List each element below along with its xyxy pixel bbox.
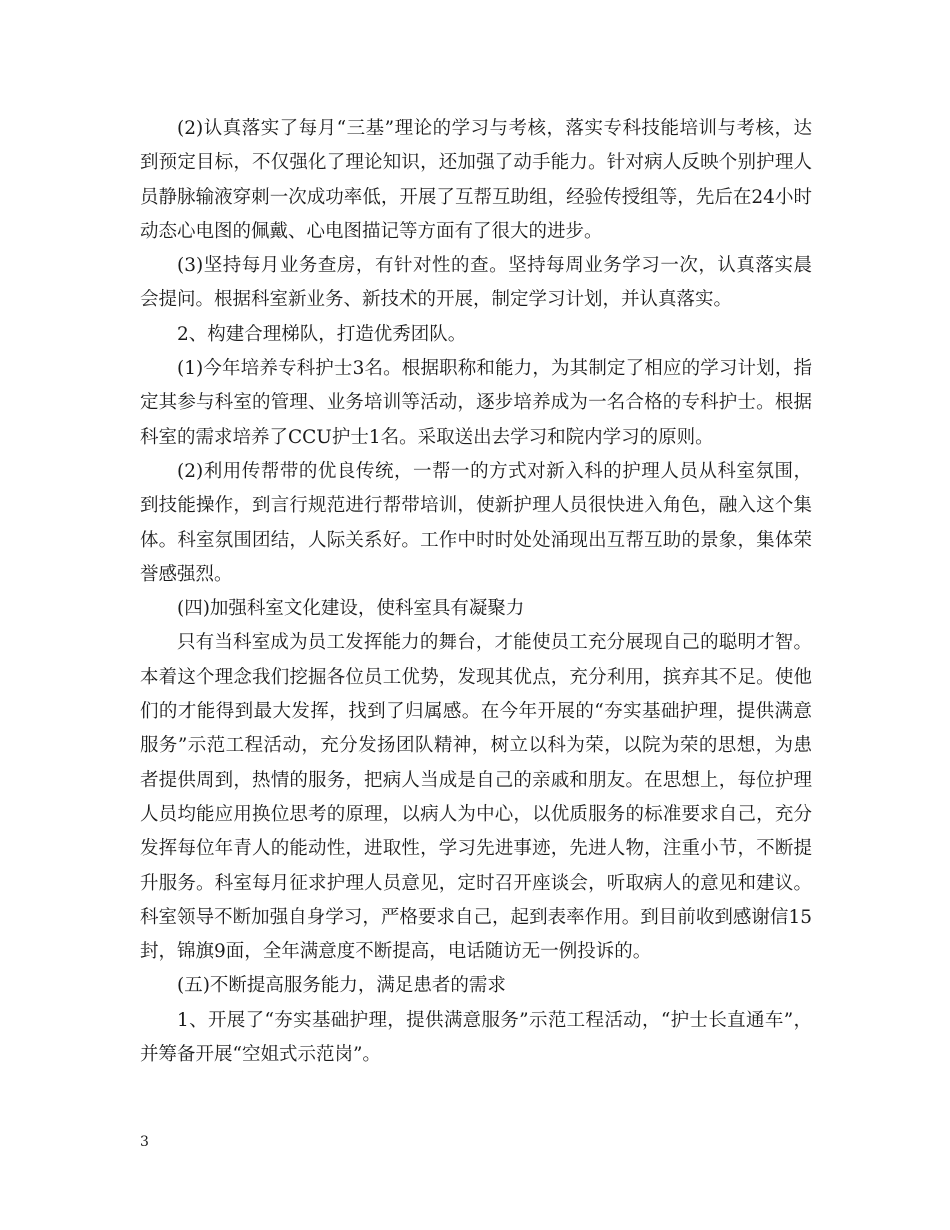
paragraph-1: (2)认真落实了每月“三基”理论的学习与考核，落实专科技能培训与考核，达到预定目标，不仅强化了理论知识，还加强了动手能力。针对病人反映个别护理人员静脉输液穿刺一次成功率低，开展了互帮互助组，经验传授组等，先后在24小时动态心电图的佩戴、心电图描记等方面有了很大的进步。: [140, 118, 812, 242]
document-body: [140, 112, 812, 1072]
paragraph-7: 只有当科室成为员工发挥能力的舞台，才能使员工充分展现自己的聪明才智。本着这个理念我们挖掘各位员工优势，发现其优点，充分利用，摈弃其不足。使他们的才能得到最大发挥，找到了归属感。在今年开展的“夯实基础护理，提供满意服务”示范工程活动，充分发扬团队精神，树立以科为荣，以院为荣的思想，为患者提供周到，热情的服务，把病人当成是自己的亲戚和朋友。在思想上，每位护理人员均能应用换位思考的原理，以病人为中心，以优质服务的标准要求自己，充分发挥每位年青人的能动性，进取性，学习先进事迹，先进人物，注重小节，不断提升服务。科室每月征求护理人员意见，定时召开座谈会，听取病人的意见和建议。科室领导不断加强自身学习，严格要求自己，起到表率作用。到目前收到感谢信15封，锦旗9面，全年满意度不断提高，电话随访无一例投诉的。: [140, 632, 812, 963]
paragraph-5: (2)利用传帮带的优良传统，一帮一的方式对新入科的护理人员从科室氛围，到技能操作，到言行规范进行帮带培训，使新护理人员很快进入角色，融入这个集体。科室氛围团结，人际关系好。工作中时时处处涌现出互帮互助的景象，集体荣誉感强烈。: [140, 460, 812, 585]
paragraph-3: 2、构建合理梯队，打造优秀团队。: [177, 323, 467, 345]
page-number: 3: [140, 1134, 149, 1150]
section-heading-4: (四)加强科室文化建设，使科室具有凝聚力: [177, 598, 525, 620]
paragraph-2: (3)坚持每月业务查房，有针对性的查。坚持每周业务学习一次，认真落实晨会提问。根据科室新业务、新技术的开展，制定学习计划，并认真落实。: [140, 255, 812, 311]
paragraph-9: 1、开展了“夯实基础护理，提供满意服务”示范工程活动，“护士长直通车”，并筹备开展“空姐式示范岗”。: [140, 1009, 812, 1066]
paragraph-4: (1)今年培养专科护士3名。根据职称和能力，为其制定了相应的学习计划，指定其参与科室的管理、业务培训等活动，逐步培养成为一名合格的专科护士。根据科室的需求培养了CCU护士1名。采取送出去学习和院内学习的原则。: [140, 358, 812, 448]
section-heading-5: (五)不断提高服务能力，满足患者的需求: [177, 975, 506, 997]
